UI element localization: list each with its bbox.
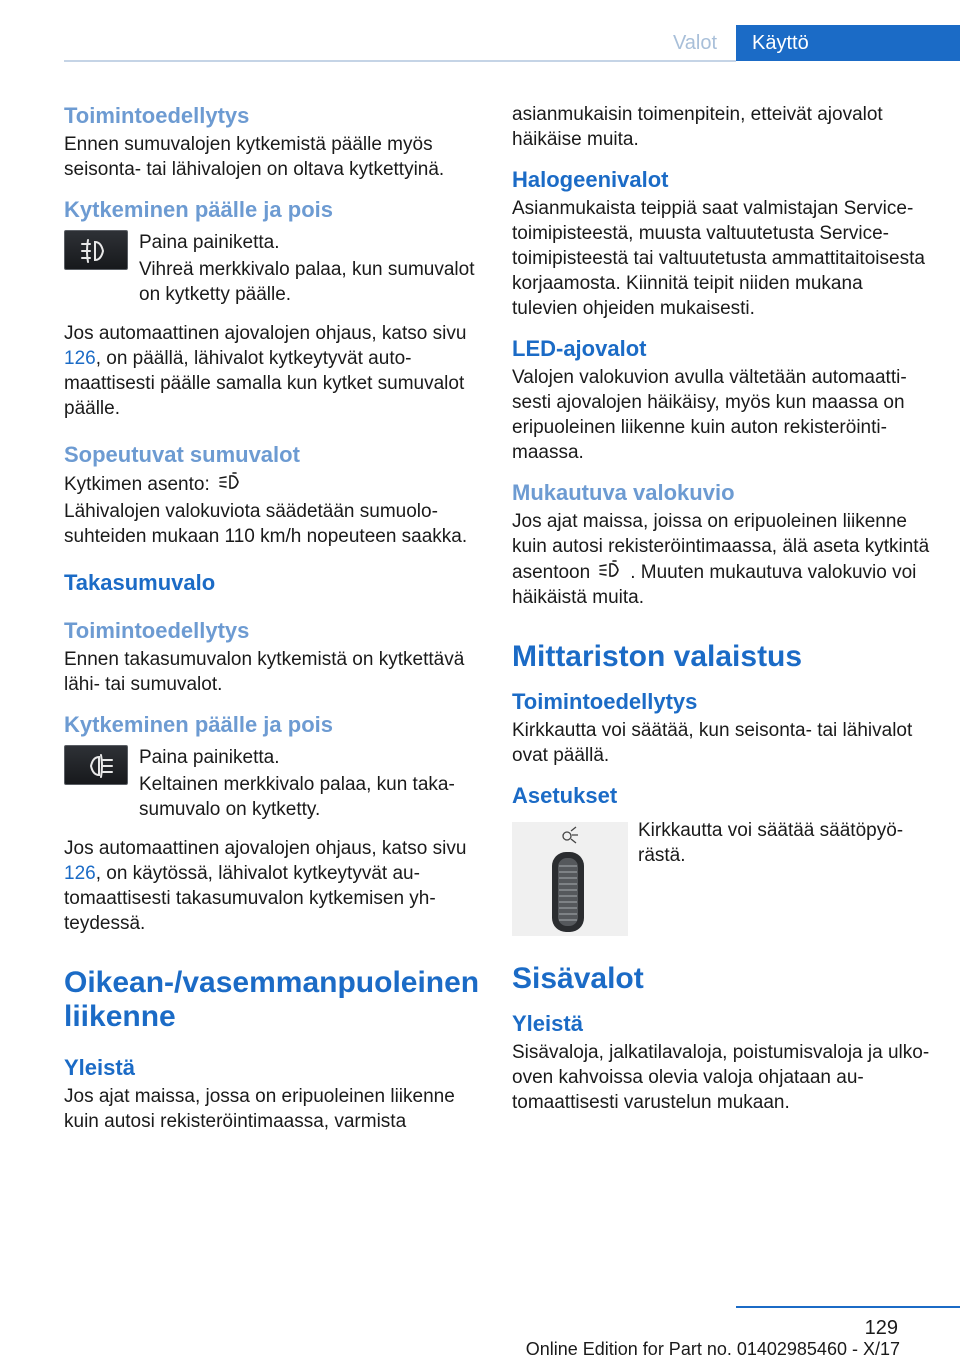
heading-adaptive-pattern: Mukautuva valokuvio <box>512 480 735 505</box>
heading-prerequisite-rear: Toimintoedellytys <box>64 618 250 643</box>
adaptive-light-icon-2 <box>598 559 624 581</box>
heading-switch-on-off: Kytkeminen päälle ja pois <box>64 197 333 222</box>
prerequisite-text: Ennen sumuvalojen kytkemistä päälle myös seisonta- tai lähivalojen on oltava kytkettyinä. <box>64 134 445 180</box>
heading-halogen: Halogeenivalot <box>512 167 669 192</box>
thumbwheel-row <box>512 816 932 932</box>
rear-fog-button-row <box>64 739 482 822</box>
auto-text-b: , on päällä, lähivalot kytkeytyvät automaattisesti päälle samalla kun kytket sumuvalot päälle. <box>64 348 465 419</box>
heading-led: LED-ajovalot <box>512 336 647 361</box>
thumbwheel-text: Kirkkautta voi säätää säätöpyörästä. <box>638 820 904 866</box>
heading-adaptive-fog: Sopeutuvat sumuvalot <box>64 442 300 467</box>
adaptive-light-icon <box>218 471 244 493</box>
auto-text-a: Jos automaattinen ajovalojen ohjaus, katso sivu <box>64 323 467 344</box>
halogen-text: Asianmukaista teippiä saat valmistajan Service-toimipisteestä, muusta valtuutetusta Service-toimipisteestä tai valtuutetusta ammattitaitoisesta korjaamosta. Kiinnitä teipit niiden mukana tulevien ohjeiden mukaisesti. <box>512 198 925 319</box>
heading-settings: Asetukset <box>512 783 618 808</box>
adaptive-fog-text: Lähivalojen valokuviota säädetään sumuolosuhteiden mukaan 110 km/h nopeuteen saakka. <box>64 501 468 547</box>
led-text: Valojen valokuvion avulla vältetään automaattisesti ajovalojen häikäisy, myös kun maassa on eripuoleinen liikenne kuin auton rekisteröintimaassa. <box>512 367 907 463</box>
switch-position-text <box>64 471 482 497</box>
yellow-indicator-text: Keltainen merkkivalo palaa, kun takasumuvalo on kytketty. <box>139 774 455 820</box>
auto-rear-text-a: Jos automaattinen ajovalojen ohjaus, katso sivu <box>64 838 467 859</box>
interior-lights-text: Sisävaloja, jalkatilavaloja, poistumisvaloja ja ulko-oven kahvoissa olevia valoja ohjataan automaattisesti varustelun mukaan. <box>512 1042 930 1113</box>
instrument-prerequisite-text: Kirkkautta voi säätää, kun seisonta- tai lähivalot ovat päällä. <box>512 720 913 766</box>
left-column <box>64 102 482 1134</box>
green-indicator-text: Vihreä merkkivalo palaa, kun sumuvalot on kytketty päälle. <box>139 259 475 305</box>
footer-rule <box>736 1306 960 1308</box>
front-fog-light-button-icon <box>64 230 128 270</box>
heading-general-interior: Yleistä <box>512 1011 583 1036</box>
prerequisite-rear-text: Ennen takasumuvalon kytkemistä on kytkettävä lähi- tai sumuvalot. <box>64 649 465 695</box>
heading-switch-on-off-rear: Kytkeminen päälle ja pois <box>64 712 333 737</box>
header-rule <box>64 60 736 62</box>
continuation-text: asianmukaisin toimenpitein, etteivät ajovalot häikäise muita. <box>512 104 883 150</box>
heading-traffic-side: Oikean-/vasemmanpuoleinen liikenne <box>64 966 480 1033</box>
general-text: Jos ajat maissa, jossa on eripuoleinen liikenne kuin autosi rekisteröintimaassa, varmista <box>64 1086 455 1132</box>
section-tab: Valot <box>672 32 718 54</box>
heading-rear-fog: Takasumuvalo <box>64 570 216 595</box>
front-fog-button-row <box>64 224 482 307</box>
press-button-rear-text: Paina painiketta. <box>139 747 280 768</box>
auto-rear-text-b: , on käytössä, lähivalot kytkeytyvät automaattisesti takasumuvalon kytkemisen yhteydessä. <box>64 863 436 934</box>
heading-interior-lights: Sisävalot <box>512 962 644 995</box>
heading-prerequisite: Toimintoedellytys <box>64 103 250 128</box>
adaptive-pattern-text-a: Jos ajat maissa, joissa on eripuoleinen liikenne kuin autosi rekisteröintimaassa, älä aseta kytkintä asentoon <box>512 511 930 583</box>
rear-fog-light-button-icon <box>64 745 128 785</box>
auto-headlight-rear-text <box>64 836 482 936</box>
edition-text: Online Edition for Part no. 01402985460 - X/17 <box>525 1339 900 1359</box>
chapter-tab: Käyttö <box>736 25 960 61</box>
thumbwheel-image <box>512 822 628 936</box>
auto-headlight-text <box>64 321 482 421</box>
heading-prerequisite-instrument: Toimintoedellytys <box>512 689 698 714</box>
page-reference-link[interactable]: 126 <box>64 348 96 369</box>
page-reference-link-rear[interactable]: 126 <box>64 863 96 884</box>
adaptive-pattern-text <box>512 509 932 610</box>
heading-general: Yleistä <box>64 1055 135 1080</box>
heading-instrument-lighting: Mittariston valaistus <box>512 640 803 673</box>
press-button-text: Paina painiketta. <box>139 232 280 253</box>
switch-position-label: Kytkimen asento: <box>64 474 210 495</box>
page-number: 129 <box>864 1317 898 1339</box>
adaptive-pattern-text-b: . Muuten mukautuva valokuvio voi häikäistä muita. <box>512 562 917 608</box>
right-column <box>512 102 932 1115</box>
